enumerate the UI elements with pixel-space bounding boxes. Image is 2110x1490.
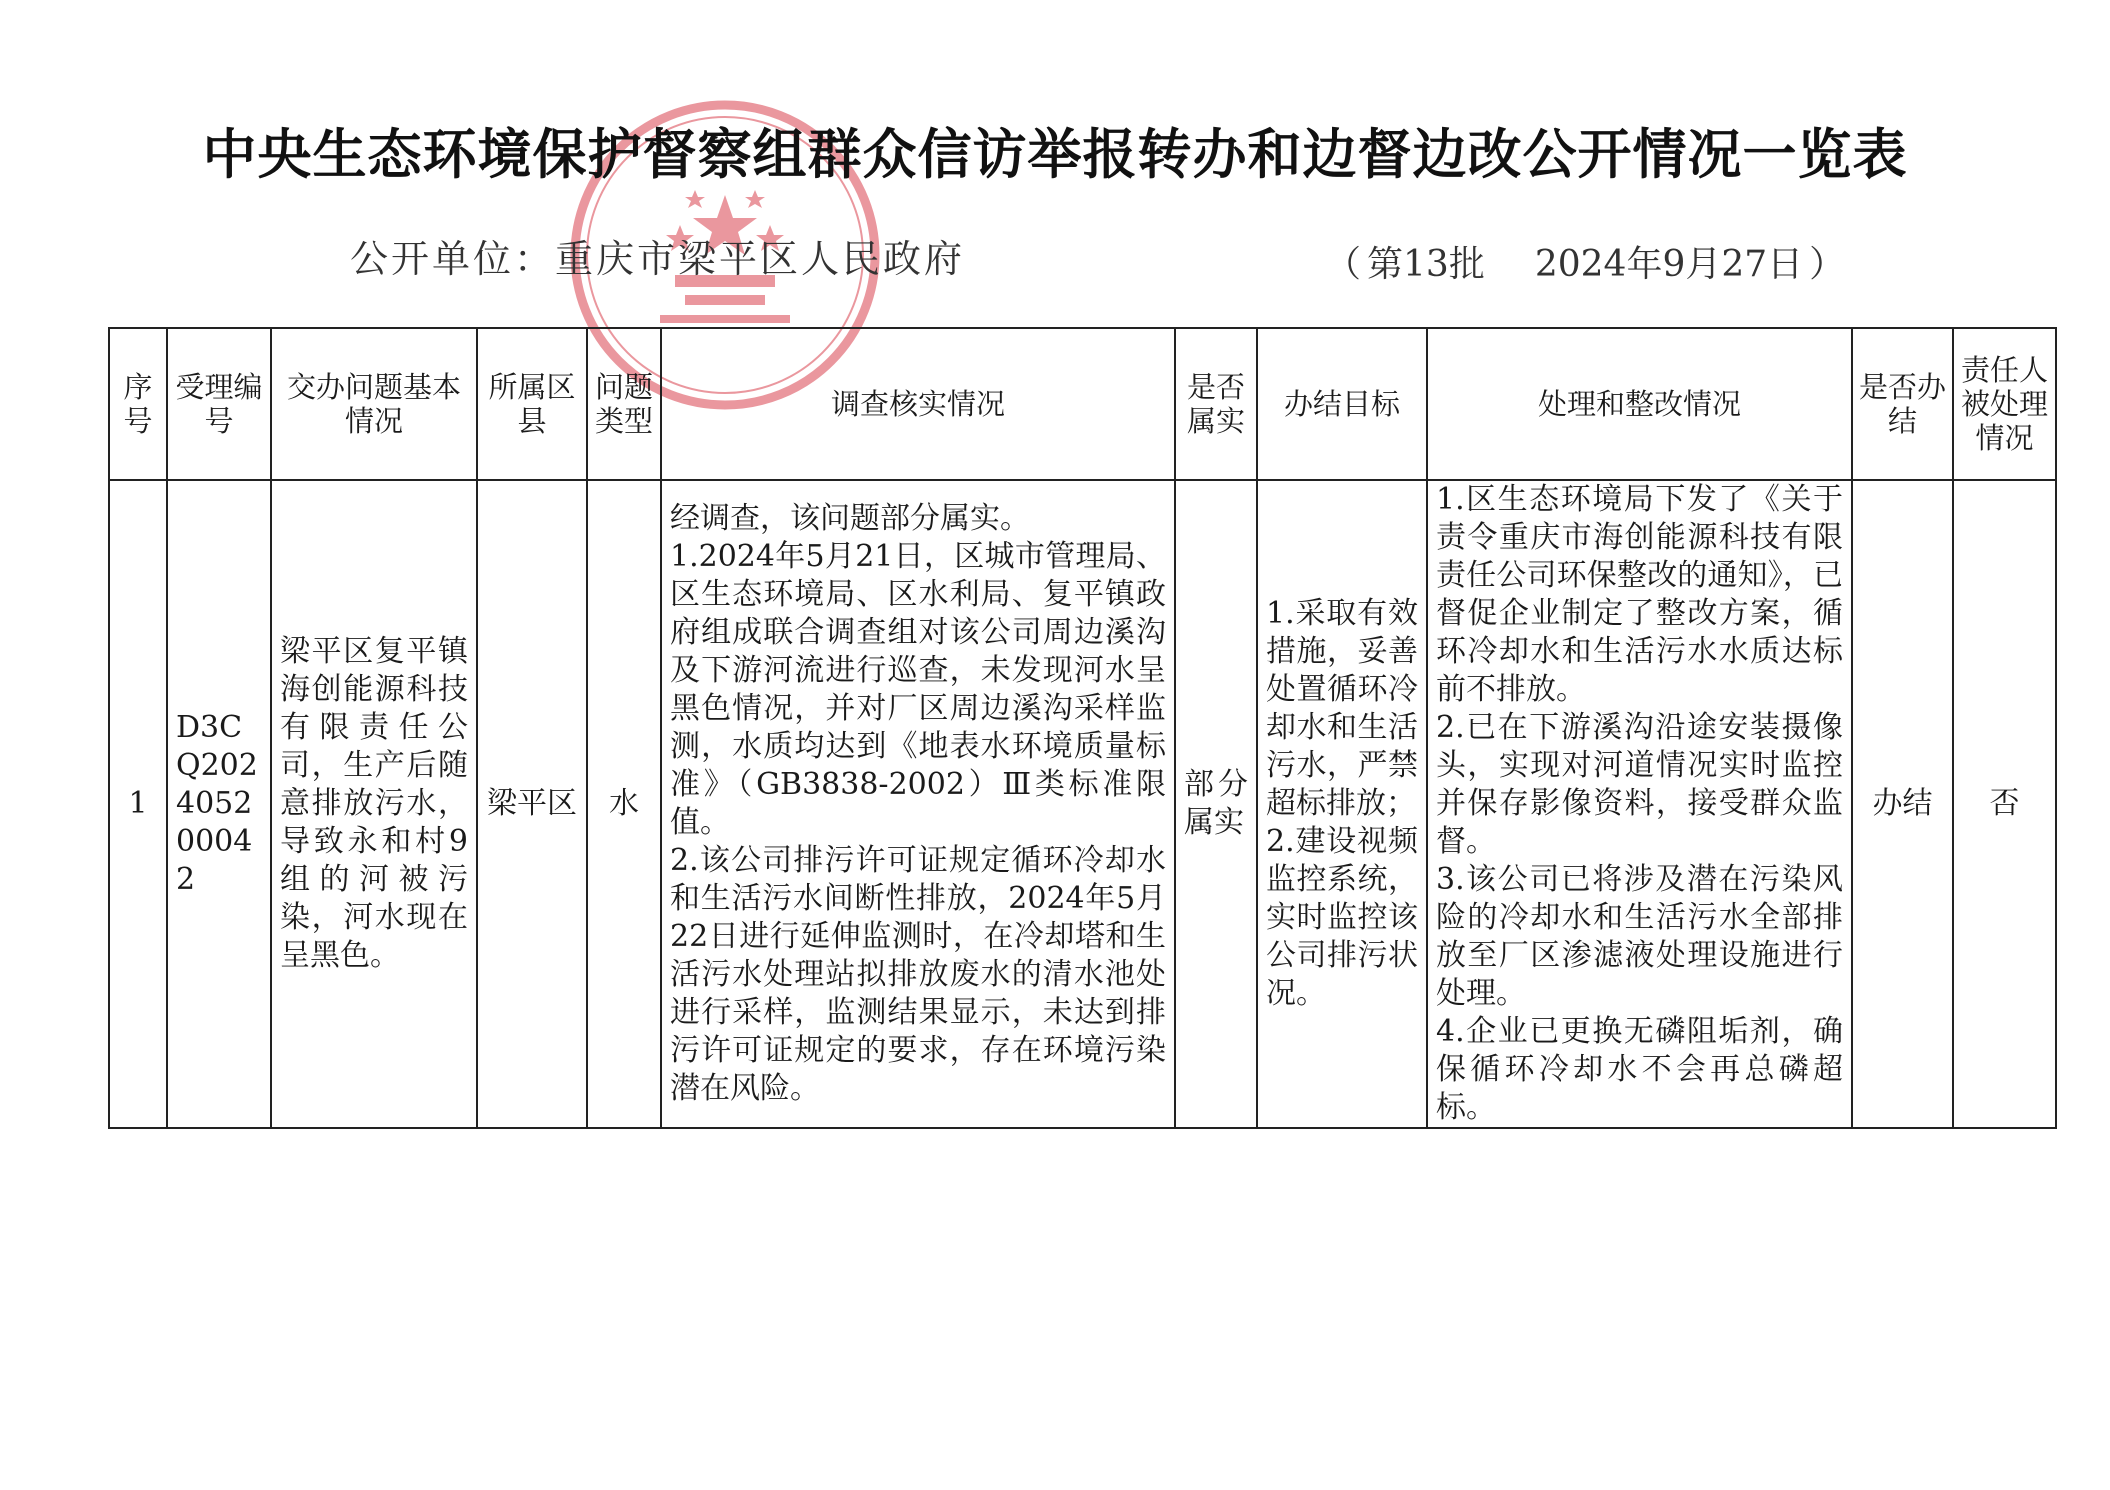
rectification-line: 4.企业已更换无磷阻垢剂，确保循环冷却水不会再总磷超标。: [1436, 1014, 1843, 1125]
publisher: 公开单位：重庆市梁平区人民政府: [350, 237, 966, 281]
goal-line: 2.建设视频监控系统，实时监控该公司排污状况。: [1266, 824, 1418, 1011]
cell-goals: [1257, 480, 1427, 1128]
goal-line: 1.采取有效措施，妥善处置循环冷却水和生活污水，严禁超标排放；: [1266, 596, 1418, 821]
cell-type: 水: [587, 480, 661, 1128]
header-basic: 交办问题基本情况: [271, 328, 477, 480]
header-completed: 是否办结: [1852, 328, 1953, 480]
header-district: 所属区县: [477, 328, 587, 480]
document-title: 中央生态环境保护督察组群众信访举报转办和边督边改公开情况一览表: [202, 123, 1908, 186]
cell-no: 1: [109, 480, 167, 1128]
header-is-true: 是否属实: [1175, 328, 1257, 480]
cell-investigation: [661, 480, 1175, 1128]
investigation-line: 1.2024年5月21日，区城市管理局、区生态环境局、区水利局、复平镇政府组成联合调查组对该公司周边溪沟及下游河流进行巡查，未发现河水呈黑色情况，并对厂区周边溪沟采样监测，水质均达到《地表水环境质量标准》（GB3838-2002）Ⅲ类标准限值。: [670, 539, 1166, 840]
cell-code: D3CQ202405200042: [167, 480, 271, 1128]
header-goals: 办结目标: [1257, 328, 1427, 480]
investigation-line: 2.该公司排污许可证规定循环冷却水和生活污水间断性排放，2024年5月22日进行延伸监测时，在冷却塔和生活污水处理站拟排放废水的清水池处进行采样，监测结果显示，未达到排污许可证规定的要求，存在环境污染潜在风险。: [670, 843, 1166, 1106]
table-row: [109, 480, 2056, 1128]
cell-completed: 办结: [1852, 480, 1953, 1128]
cell-punished: 否: [1953, 480, 2056, 1128]
cell-basic: 梁平区复平镇海创能源科技有限责任公司，生产后随意排放污水，导致永和村9组的河被污染，河水现在呈黑色。: [271, 480, 477, 1128]
header-no: 序号: [109, 328, 167, 480]
batch-number: 第13批: [1367, 244, 1485, 285]
table-header-row: [109, 328, 2056, 480]
cell-district: 梁平区: [477, 480, 587, 1128]
rectification-line: 3.该公司已将涉及潜在污染风险的冷却水和生活污水全部排放至厂区渗滤液处理设施进行处理。: [1436, 862, 1843, 1011]
header-code: 受理编号: [167, 328, 271, 480]
header-investigation: 调查核实情况: [661, 328, 1175, 480]
batch-info: [1325, 236, 1851, 287]
header-rectification: 处理和整改情况: [1427, 328, 1852, 480]
header-punished: 责任人被处理情况: [1953, 328, 2056, 480]
complaint-table: [108, 327, 2057, 1129]
batch-close-paren: ）: [1809, 244, 1846, 285]
rectification-line: 2.已在下游溪沟沿途安装摄像头，实现对河道情况实时监控并保存影像资料，接受群众监督。: [1436, 710, 1843, 859]
rectification-line: 1.区生态环境局下发了《关于责令重庆市海创能源科技有限责任公司环保整改的通知》，已督促企业制定了整改方案，循环冷却水和生活污水水质达标前不排放。: [1436, 482, 1843, 707]
publish-date: 2024年9月27日: [1534, 244, 1804, 285]
cell-rectification: [1427, 480, 1852, 1128]
investigation-line: 经调查，该问题部分属实。: [670, 501, 1030, 536]
cell-is-true: 部分属实: [1175, 480, 1257, 1128]
batch-open-paren: （: [1325, 244, 1362, 285]
header-type: 问题类型: [587, 328, 661, 480]
